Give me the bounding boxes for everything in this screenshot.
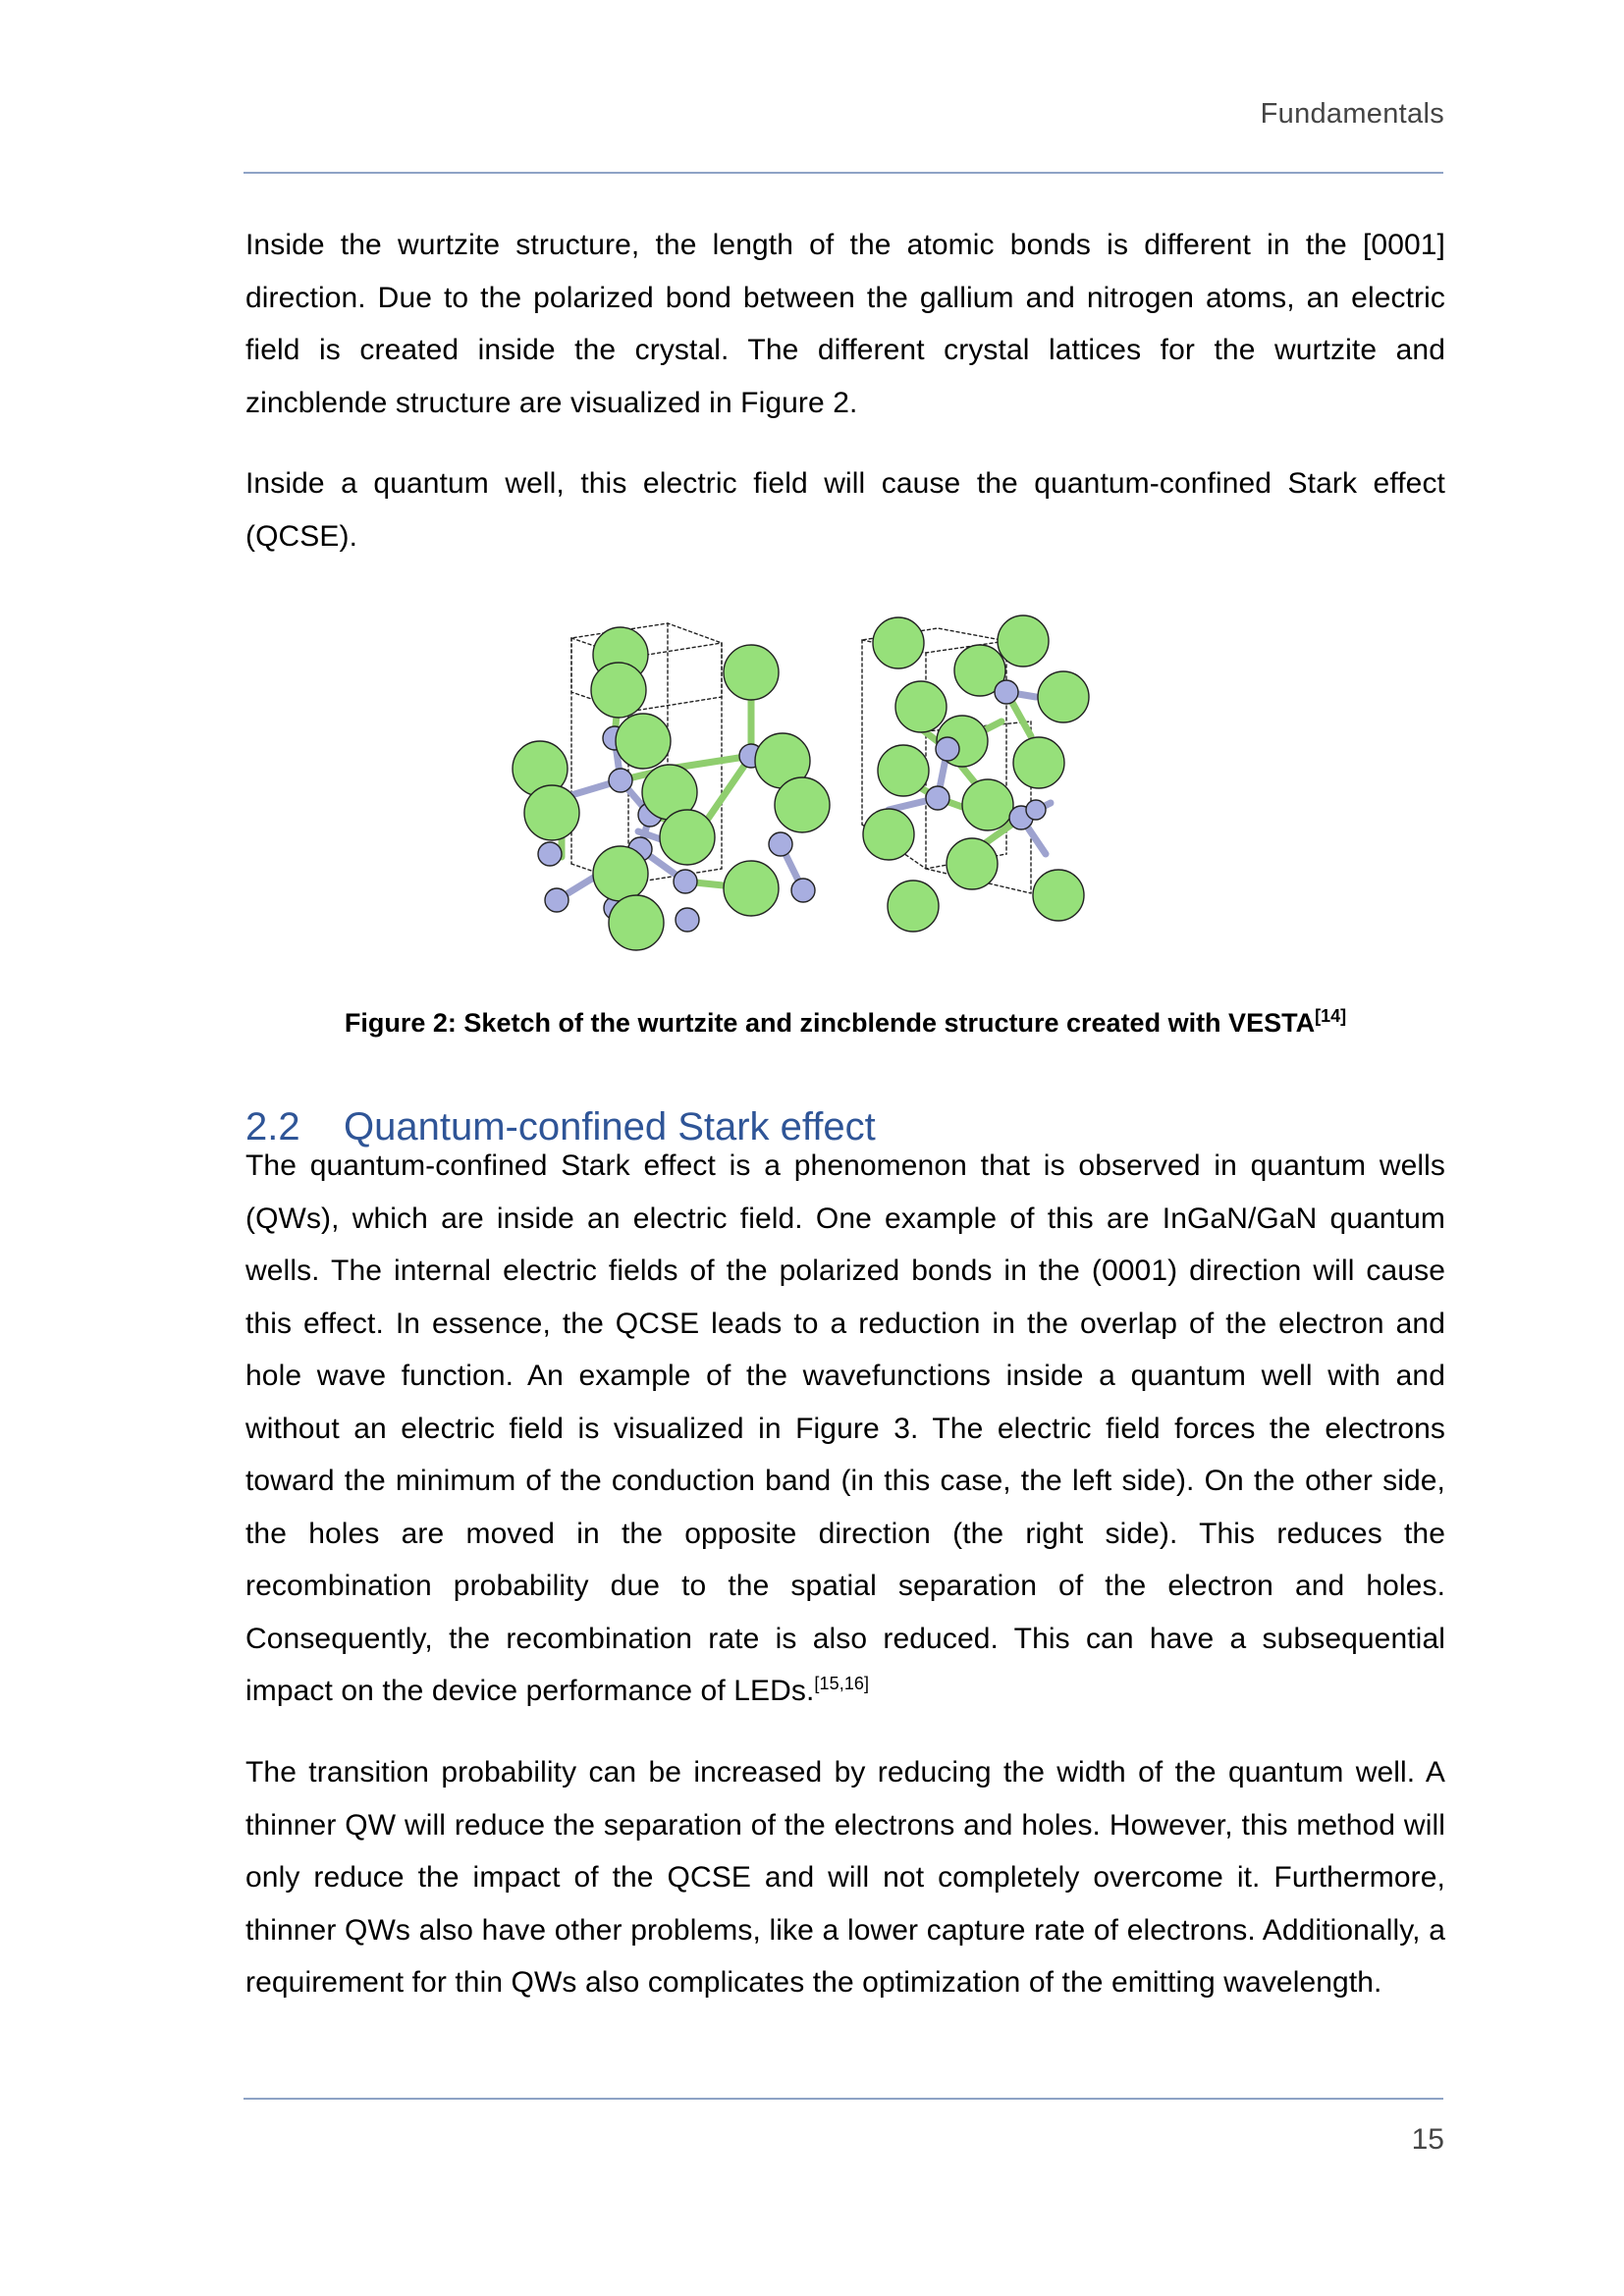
paragraph-qcse-text: The quantum-confined Stark effect is a phenomenon that is observed in quantum wells (QWs), which are inside an electric field. One example of this are InGaN/GaN quantum wells. The internal electric fields of the polarized bonds in the (0001) direction will cause this effect. In essence, the QCSE leads to a reduction in the overlap of the electron and hole wave function. An example of the wavefunctions inside a quantum well with and without an electric field is visualized in Figure 3. The electric field forces the electrons toward the minimum of the conduction band (in this case, the left side). On the other side, the holes are moved in the opposite direction (the right side). This reduces the recombination probability due to the spatial separation of the electron and holes. Consequently, the recombination rate is also reduced. This can have a subsequential impact on the device performance of LEDs. [245,1149,1445,1707]
section-number: 2.2 [245,1105,300,1149]
paragraph-qcse-description [245,1140,1445,1718]
paragraph-qcse-intro: Inside a quantum well, this electric field will cause the quantum-confined Stark effect (QCSE). [245,467,1445,553]
figure-caption-reference: [14] [1315,1006,1347,1026]
figure-caption [245,1008,1445,1039]
wurtzite-structure [513,623,830,950]
footer-rule [244,2098,1443,2100]
figure-caption-text: Figure 2: Sketch of the wurtzite and zincblende structure created with VESTA [344,1008,1316,1038]
section-title: Quantum-confined Stark effect [344,1105,876,1149]
paragraph-qcse-reference: [15,16] [814,1674,870,1693]
running-header: Fundamentals [1260,98,1444,130]
paragraph-transition-probability: The transition probability can be increased by reducing the width of the quantum well. A thinner QW will reduce the separation of the electrons and holes. However, this method will only reduce the impact of the QCSE and will not completely overcome it. Furthermore, thinner QWs also have other problems, like a lower capture rate of electrons. Additionally, a requirement for thin QWs also complicates the optimization of the emitting wavelength. [245,1756,1445,1999]
page-number: 15 [1411,2123,1444,2156]
zincblende-structure [862,615,1089,932]
crystal-structure-figure [501,604,1188,967]
paragraph-wurtzite: Inside the wurtzite structure, the length of the atomic bonds is different in the [0001] direction. Due to the polarized bond between the gallium and nitrogen atoms, an electric field is created inside the crystal. The different crystal lattices for the wurtzite and zincblende structure are visualized in Figure 2. [245,229,1445,419]
header-rule [244,172,1443,174]
